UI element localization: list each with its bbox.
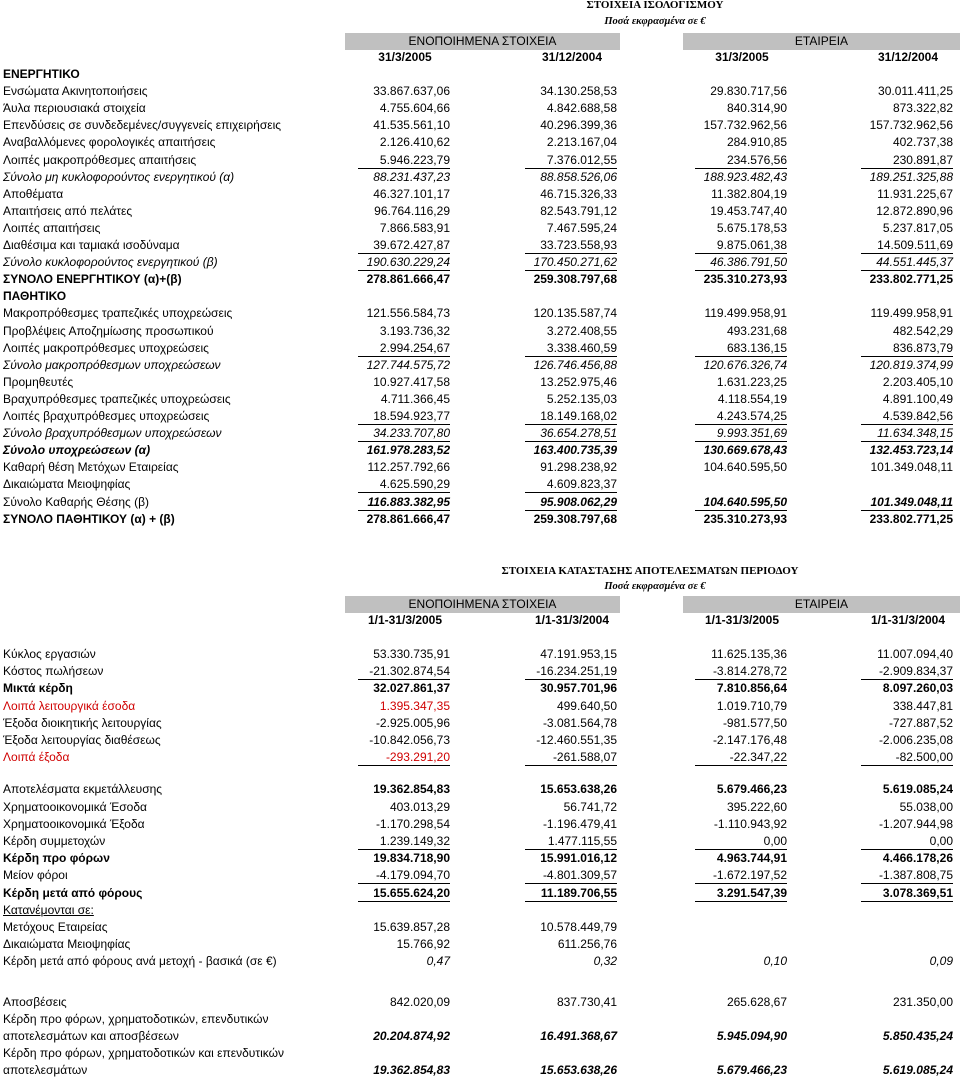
balance-underline [861, 270, 953, 271]
income-row-label: Λοιπά έξοδα [3, 750, 70, 765]
balance-underline [861, 253, 953, 254]
balance-row-label: Λοιπές μακροπρόθεσμες απαιτήσεις [3, 152, 197, 167]
income-cell: 395.222,60 [726, 799, 787, 814]
balance-cell: 46.386.791,50 [710, 255, 787, 270]
income-group-company: ΕΤΑΙΡΕΙΑ [683, 596, 960, 613]
income-cell: 32.027.861,37 [373, 681, 450, 696]
income-underline [525, 765, 617, 766]
balance-cell: 2.213.167,04 [546, 135, 617, 150]
balance-cell: 7.376.012,55 [546, 152, 617, 167]
balance-underline [525, 510, 617, 511]
balance-underline [358, 356, 450, 357]
income-col-header-0: 1/1-31/3/2005 [367, 613, 443, 627]
balance-cell: 4.755.604,66 [379, 101, 450, 116]
balance-cell: 493.231,68 [726, 323, 787, 338]
income-cell: -21.302.874,54 [369, 664, 450, 679]
balance-cell: 5.237.817,05 [882, 220, 953, 235]
balance-underline [695, 253, 787, 254]
income-row-label: Κέρδη μετά από φόρους ανά μετοχή - βασικά (σε €) [3, 954, 277, 969]
income-cell: 611.256,76 [557, 937, 617, 952]
balance-cell: 112.257.792,66 [367, 460, 450, 475]
balance-cell: 683.136,15 [726, 340, 787, 355]
balance-cell: 3.272.408,55 [546, 323, 617, 338]
income-underline [861, 901, 953, 902]
balance-row-label: Αναβαλλόμενες φορολογικές απαιτήσεις [3, 135, 216, 150]
income-underline [525, 849, 617, 850]
balance-row-label: Απαιτήσεις από πελάτες [3, 203, 133, 218]
income-cell: 15.766,92 [396, 937, 450, 952]
balance-underline [525, 356, 617, 357]
balance-underline [695, 168, 787, 169]
income-cell: 0,00 [929, 834, 953, 848]
balance-cell: 11.634.348,15 [877, 426, 953, 441]
balance-cell: 235.310.273,93 [703, 511, 787, 526]
income-cell: 47.191.953,15 [540, 647, 617, 661]
income-cell: -16.234.251,19 [536, 664, 617, 679]
balance-cell: 18.594.923,77 [373, 409, 450, 423]
balance-cell: 7.467.595,24 [546, 220, 617, 235]
income-row-label: Μετόχους Εταιρείας [3, 920, 108, 934]
balance-cell: 10.927.417,58 [373, 374, 450, 389]
balance-row-label: Βραχυπρόθεσμες τραπεζικές υποχρεώσεις [3, 391, 231, 406]
balance-cell: 259.308.797,68 [533, 272, 617, 287]
balance-row-label: Άυλα περιουσιακά στοιχεία [3, 101, 146, 116]
balance-cell: 163.400.735,39 [533, 443, 617, 458]
balance-underline [525, 492, 617, 493]
balance-row-label: Σύνολο μη κυκλοφορούντος ενεργητικού (α) [3, 169, 235, 184]
income-cell: 403.013,29 [389, 799, 450, 814]
income-cell: 5.619.085,24 [882, 1063, 953, 1078]
income-cell: -1.672.197,52 [712, 868, 787, 883]
balance-underline [695, 356, 787, 357]
balance-cell: 91.298.238,92 [540, 460, 617, 475]
balance-cell: 189.251.325,88 [869, 169, 953, 184]
balance-cell: 33.867.637,06 [373, 84, 450, 99]
balance-underline [358, 510, 450, 511]
balance-cell: 278.861.666,47 [366, 272, 450, 287]
balance-cell: 120.676.326,74 [703, 357, 787, 372]
balance-cell: 2.126.410,62 [379, 135, 450, 150]
income-underline [695, 765, 787, 766]
balance-group-consolidated: ΕΝΟΠΟΙΗΜΕΝΑ ΣΤΟΙΧΕΙΑ [345, 33, 620, 50]
balance-cell: 95.908.062,29 [540, 494, 617, 509]
balance-col-header-3: 31/12/2004 [877, 50, 939, 64]
balance-underline [525, 441, 617, 442]
income-cell: 20.204.874,92 [373, 1029, 450, 1043]
income-cell: 4.466.178,26 [882, 851, 953, 866]
income-cell: 8.097.260,03 [882, 681, 953, 696]
income-cell: -3.081.564,78 [542, 715, 617, 730]
balance-cell: 161.978.283,52 [366, 443, 450, 458]
income-cell: -2.006.235,08 [878, 733, 953, 747]
income-row-label: Αποτελέσματα εκμετάλλευσης [3, 782, 163, 797]
balance-row-label: Λοιπές απαιτήσεις [3, 220, 101, 235]
income-cell: 0,10 [763, 954, 787, 969]
balance-cell: 873.322,82 [892, 101, 953, 116]
balance-cell: 157.732.962,56 [703, 118, 787, 133]
income-underline [358, 883, 450, 884]
balance-underline [525, 168, 617, 169]
balance-cell: 170.450.271,62 [533, 255, 617, 270]
income-cell: 842.020,09 [389, 994, 450, 1009]
income-cell: 1.019.710,79 [716, 698, 787, 713]
balance-cell: 127.744.575,72 [366, 357, 450, 372]
income-cell: 19.362.854,83 [373, 782, 450, 797]
balance-underline [358, 441, 450, 442]
income-row-label: Κατανέμονται σε: [3, 902, 94, 917]
balance-cell: 29.830.717,56 [710, 84, 787, 99]
income-underline [525, 679, 617, 680]
income-group-consolidated: ΕΝΟΠΟΙΗΜΕΝΑ ΣΤΟΙΧΕΙΑ [345, 596, 620, 613]
balance-cell: 4.842.688,58 [546, 101, 617, 116]
income-col-header-2: 1/1-31/3/2005 [704, 613, 780, 627]
balance-underline [695, 424, 787, 425]
balance-cell: 119.499.958,91 [704, 306, 787, 321]
income-row-label: Μικτά κέρδη [3, 681, 73, 696]
income-cell: -1.387.808,75 [878, 868, 953, 883]
balance-cell: 482.542,29 [892, 323, 953, 338]
balance-cell: 188.923.482,43 [703, 169, 787, 184]
income-row-label: αποτελεσμάτων και αποσβέσεων [3, 1029, 179, 1043]
income-cell: 231.350,00 [892, 994, 953, 1009]
income-cell: 11.189.706,55 [540, 885, 617, 900]
balance-cell: 88.858.526,06 [540, 169, 617, 184]
balance-cell: 2.994.254,67 [379, 340, 450, 355]
income-row-label: Χρηματοοικονομικά Έξοδα [3, 816, 145, 831]
income-cell: -1.110.943,92 [713, 816, 787, 831]
income-title: ΣΤΟΙΧΕΙΑ ΚΑΤΑΣΤΑΣΗΣ ΑΠΟΤΕΛΕΣΜΑΤΩΝ ΠΕΡΙΟΔΟΥ [501, 565, 799, 577]
balance-cell: 19.453.747,40 [710, 203, 787, 218]
balance-cell: 36.654.278,51 [540, 426, 617, 441]
income-row-label: Κύκλος εργασιών [3, 647, 96, 661]
income-cell: 5.850.435,24 [882, 1029, 953, 1043]
income-cell: 15.991.016,12 [540, 851, 617, 866]
balance-underline [358, 168, 450, 169]
income-cell: 11.625.135,36 [711, 647, 787, 661]
balance-row-label: Επενδύσεις σε συνδεδεμένες/συγγενείς επιχειρήσεις [3, 118, 282, 133]
balance-underline [358, 492, 450, 493]
balance-cell: 402.737,38 [892, 135, 953, 150]
income-cell: -1.170.298,54 [375, 816, 450, 831]
balance-cell: 233.802.771,25 [869, 511, 953, 526]
balance-underline [861, 441, 953, 442]
balance-cell: 2.203.405,10 [882, 374, 953, 389]
balance-cell: 840.314,90 [726, 101, 787, 116]
balance-underline [358, 253, 450, 254]
income-cell: 30.957.701,96 [540, 681, 617, 696]
balance-cell: 1.631.223,25 [716, 374, 787, 389]
income-row-label: Κέρδη προ φόρων [3, 851, 110, 866]
income-cell: -981.577,50 [722, 715, 787, 730]
balance-cell: 14.509.511,69 [877, 238, 953, 252]
balance-cell: 41.535.561,10 [373, 118, 450, 133]
balance-cell: 3.193.736,32 [379, 323, 450, 338]
income-underline [695, 679, 787, 680]
balance-cell: 4.243.574,25 [716, 409, 787, 423]
income-cell: 1.395.347,35 [379, 698, 450, 713]
balance-cell: 104.640.595,50 [703, 494, 787, 509]
balance-row-label: Σύνολο υποχρεώσεων (α) [3, 443, 151, 458]
balance-cell: 30.011.411,25 [878, 84, 953, 99]
income-cell: 19.362.854,83 [373, 1063, 450, 1078]
income-cell: 11.007.094,40 [877, 647, 953, 661]
income-cell: -2.909.834,37 [878, 664, 953, 679]
income-cell: 10.578.449,79 [540, 920, 617, 934]
balance-cell: 120.135.587,74 [533, 306, 617, 321]
balance-cell: 233.802.771,25 [869, 272, 953, 287]
balance-cell: 4.539.842,56 [882, 409, 953, 423]
balance-row-label: ΕΝΕΡΓΗΤΙΚΟ [3, 67, 80, 81]
balance-row-label: Δικαιώματα Μειοψηφίας [3, 477, 131, 492]
income-row-label: Αποσβέσεις [3, 994, 67, 1009]
income-underline [525, 901, 617, 902]
balance-underline [525, 270, 617, 271]
balance-cell: 5.675.178,53 [716, 220, 787, 235]
income-row-label: Κέρδη μετά από φόρους [3, 885, 143, 900]
income-cell: 5.679.466,23 [716, 1063, 787, 1078]
balance-cell: 88.231.437,23 [373, 169, 450, 184]
income-cell: 338.447,81 [892, 698, 953, 713]
balance-cell: 46.715.326,33 [540, 186, 617, 201]
balance-cell: 44.551.445,37 [876, 255, 953, 270]
balance-col-header-0: 31/3/2005 [378, 50, 432, 64]
income-cell: 1.477.115,55 [547, 834, 617, 848]
balance-underline [525, 424, 617, 425]
income-row-label: αποτελεσμάτων [3, 1063, 88, 1078]
balance-row-label: Ενσώματα Ακινητοποιήσεις [3, 84, 148, 99]
income-row-label: Κόστος πωλήσεων [3, 664, 104, 679]
income-underline [861, 849, 953, 850]
balance-subtitle: Ποσά εκφρασμένα σε € [604, 16, 706, 27]
balance-cell: 119.499.958,91 [870, 306, 953, 321]
income-cell: 7.810.856,64 [716, 681, 787, 696]
income-underline [861, 883, 953, 884]
income-underline [695, 883, 787, 884]
balance-cell: 7.866.583,91 [379, 220, 450, 235]
income-row-label: Κέρδη συμμετοχών [3, 834, 106, 848]
income-cell: 3.291.547,39 [716, 885, 787, 900]
income-row-label: Λοιπά λειτουργικά έσοδα [3, 698, 136, 713]
income-underline [525, 883, 617, 884]
income-col-header-1: 1/1-31/3/2004 [534, 613, 610, 627]
income-cell: 0,09 [929, 954, 953, 969]
balance-row-label: Σύνολο μακροπρόθεσμων υποχρεώσεων [3, 357, 221, 372]
balance-underline [525, 253, 617, 254]
income-cell: 3.078.369,51 [882, 885, 953, 900]
balance-cell: 4.625.590,29 [379, 477, 450, 492]
income-row-label: Έξοδα λειτουργίας διαθέσεως [3, 733, 161, 747]
balance-row-label: Σύνολο κυκλοφορούντος ενεργητικού (β) [3, 255, 218, 270]
balance-cell: 132.453.723,14 [869, 443, 953, 458]
balance-cell: 11.382.804,19 [711, 186, 787, 201]
balance-cell: 121.556.584,73 [366, 306, 450, 321]
balance-group-company: ΕΤΑΙΡΕΙΑ [683, 33, 960, 50]
income-underline [861, 765, 953, 766]
balance-cell: 9.993.351,69 [716, 426, 787, 441]
balance-cell: 234.576,56 [726, 152, 787, 167]
balance-cell: 4.891.100,49 [882, 391, 953, 406]
balance-col-header-2: 31/3/2005 [715, 50, 769, 64]
balance-cell: 116.883.382,95 [367, 494, 450, 509]
income-cell: 55.038,00 [899, 799, 953, 814]
income-cell: 0,32 [593, 954, 617, 969]
balance-row-label: Προβλέψεις Αποζημίωσης προσωπικού [3, 323, 214, 338]
income-cell: 56.741,72 [563, 799, 617, 814]
balance-cell: 259.308.797,68 [533, 511, 617, 526]
balance-row-label: Λοιπές μακροπρόθεσμες υποχρεώσεις [3, 340, 209, 355]
income-cell: -3.814.278,72 [712, 664, 787, 679]
balance-cell: 120.819.374,99 [869, 357, 953, 372]
balance-cell: 4.711.366,45 [380, 391, 450, 406]
balance-row-label: ΣΥΝΟΛΟ ΠΑΘΗΤΙΚΟΥ (α) + (β) [3, 511, 175, 526]
income-cell: -261.588,07 [552, 750, 617, 765]
balance-cell: 34.233.707,80 [373, 426, 450, 441]
balance-row-label: Προμηθευτές [3, 374, 74, 389]
balance-cell: 235.310.273,93 [703, 272, 787, 287]
income-underline [695, 901, 787, 902]
balance-underline [861, 424, 953, 425]
income-underline [358, 765, 450, 766]
income-cell: 53.330.735,91 [373, 647, 450, 661]
balance-cell: 101.349.048,11 [870, 460, 953, 475]
income-cell: -1.207.944,98 [878, 816, 953, 831]
income-cell: 499.640,50 [556, 698, 617, 713]
balance-cell: 9.875.061,38 [716, 238, 787, 252]
balance-col-header-1: 31/12/2004 [541, 50, 603, 64]
balance-cell: 230.891,87 [892, 152, 953, 167]
income-cell: 15.655.624,20 [373, 885, 450, 900]
balance-cell: 4.609.823,37 [546, 477, 617, 492]
income-cell: 4.963.744,91 [716, 851, 787, 866]
balance-row-label: Σύνολο βραχυπρόθεσμων υποχρεώσεων [3, 426, 222, 441]
balance-underline [695, 441, 787, 442]
balance-cell: 284.910,85 [726, 135, 787, 150]
balance-cell: 278.861.666,47 [366, 511, 450, 526]
balance-cell: 96.764.116,29 [374, 203, 450, 218]
balance-cell: 46.327.101,17 [373, 186, 450, 201]
balance-cell: 33.723.558,93 [540, 238, 617, 252]
income-cell: -1.196.479,41 [542, 816, 617, 831]
balance-cell: 82.543.791,12 [540, 203, 617, 218]
balance-cell: 190.630.229,24 [366, 255, 450, 270]
balance-cell: 101.349.048,11 [870, 494, 953, 509]
income-cell: -82.500,00 [895, 750, 953, 765]
balance-row-label: ΣΥΝΟΛΟ ΕΝΕΡΓΗΤΙΚΟΥ (α)+(β) [3, 272, 182, 287]
income-cell: 16.491.368,67 [540, 1029, 617, 1043]
balance-cell: 34.130.258,53 [540, 84, 617, 99]
income-row-label: Έξοδα διοικητικής λειτουργίας [3, 715, 162, 730]
balance-cell: 13.252.975,46 [540, 374, 617, 389]
income-cell: 15.653.638,26 [540, 782, 617, 797]
income-underline [358, 901, 450, 902]
income-cell: 0,47 [426, 954, 450, 969]
balance-underline [358, 270, 450, 271]
balance-row-label: Λοιπές βραχυπρόθεσμες υποχρεώσεις [3, 409, 210, 423]
balance-cell: 4.118.554,19 [717, 391, 787, 406]
balance-row-label: Διαθέσιμα και ταμιακά ισοδύναμα [3, 238, 180, 252]
income-cell: 19.834.718,90 [373, 851, 450, 866]
income-col-header-3: 1/1-31/3/2004 [870, 613, 946, 627]
income-underline [358, 849, 450, 850]
income-cell: 265.628,67 [726, 994, 787, 1009]
balance-cell: 12.872.890,96 [876, 203, 953, 218]
income-cell: 837.730,41 [556, 994, 617, 1009]
income-cell: -727.887,52 [888, 715, 953, 730]
income-row-label: Χρηματοοικονομικά Έσοδα [3, 799, 147, 814]
income-underline [695, 849, 787, 850]
income-subtitle: Ποσά εκφρασμένα σε € [604, 581, 706, 592]
balance-underline [358, 424, 450, 425]
income-cell: -293.291,20 [385, 750, 450, 765]
balance-underline [861, 168, 953, 169]
balance-cell: 157.732.962,56 [869, 118, 953, 133]
income-row-label: Κέρδη προ φόρων, χρηματοδοτικών και επενδυτικών [3, 1046, 284, 1061]
income-cell: 5.679.466,23 [716, 782, 787, 797]
income-cell: 15.639.857,28 [373, 920, 450, 934]
income-underline [861, 679, 953, 680]
balance-cell: 40.296.399,36 [540, 118, 617, 133]
income-row-label: Μείον φόροι [3, 868, 68, 883]
income-cell: -10.842.056,73 [369, 733, 450, 747]
balance-underline [861, 510, 953, 511]
income-cell: -22.347,22 [729, 750, 787, 765]
income-cell: 0,00 [763, 834, 787, 848]
balance-cell: 11.931.225,67 [877, 186, 953, 201]
income-cell: -2.925.005,96 [375, 715, 450, 730]
balance-row-label: Μακροπρόθεσμες τραπεζικές υποχρεώσεις [3, 306, 233, 321]
income-cell: 5.619.085,24 [882, 782, 953, 797]
balance-cell: 39.672.427,87 [373, 238, 450, 252]
balance-underline [695, 270, 787, 271]
balance-cell: 5.946.223,79 [379, 152, 450, 167]
balance-row-label: ΠΑΘΗΤΙΚΟ [3, 289, 67, 304]
income-cell: 15.653.638,26 [540, 1063, 617, 1078]
income-cell: -12.460.551,35 [536, 733, 617, 747]
balance-cell: 3.338.460,59 [546, 340, 617, 355]
balance-cell: 836.873,79 [892, 340, 953, 355]
income-cell: 5.945.094,90 [716, 1029, 787, 1043]
balance-cell: 126.746.456,88 [533, 357, 617, 372]
income-cell: -2.147.176,48 [712, 733, 787, 747]
income-cell: 1.239.149,32 [379, 834, 450, 848]
balance-cell: 130.669.678,43 [703, 443, 787, 458]
income-cell: -4.801.309,57 [542, 868, 617, 883]
balance-cell: 104.640.595,50 [703, 460, 787, 475]
balance-row-label: Καθαρή θέση Μετόχων Εταιρείας [3, 460, 179, 475]
income-cell: -4.179.094,70 [375, 868, 450, 883]
balance-title: ΣΤΟΙΧΕΙΑ ΙΣΟΛΟΓΙΣΜΟΥ [586, 0, 724, 11]
balance-underline [695, 510, 787, 511]
balance-row-label: Αποθέματα [3, 186, 64, 201]
balance-underline [861, 356, 953, 357]
income-underline [358, 679, 450, 680]
balance-cell: 18.149.168,02 [540, 409, 617, 423]
income-row-label: Δικαιώματα Μειοψηφίας [3, 937, 131, 952]
balance-cell: 5.252.135,03 [546, 391, 617, 406]
balance-row-label: Σύνολο Καθαρής Θέσης (β) [3, 494, 150, 509]
income-row-label: Κέρδη προ φόρων, χρηματοδοτικών, επενδυτικών [3, 1011, 269, 1026]
